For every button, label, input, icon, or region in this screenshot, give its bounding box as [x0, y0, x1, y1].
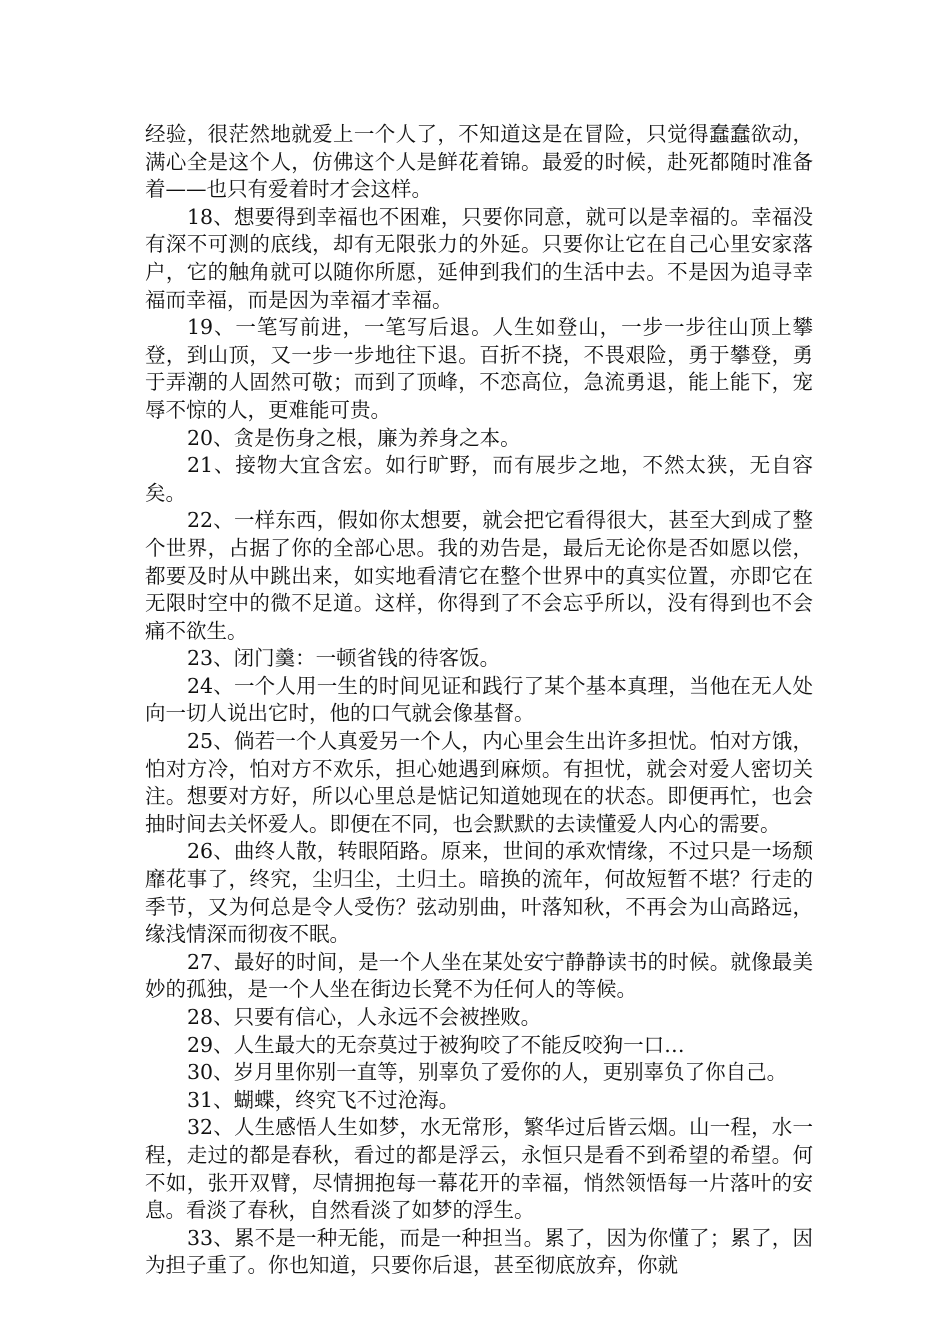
paragraph-continued: 经验，很茫然地就爱上一个人了，不知道这是在冒险，只觉得蠢蠢欲动，满心全是这个人，仿佛这个人是鲜花着锦。最爱的时候，赴死都随时准备着——也只有爱着时才会这样。 — [145, 122, 813, 202]
paragraph-21: 21、接物大宜含宏。如行旷野，而有展步之地，不然太狭，无自容矣。 — [145, 453, 813, 505]
paragraph-32: 32、人生感悟人生如梦，水无常形，繁华过后皆云烟。山一程，水一程，走过的都是春秋，看过的都是浮云，永恒只是看不到希望的希望。何不如，张开双臂，尽情拥抱每一幕花开的幸福，悄然领悟每一片落叶的安息。看淡了春秋，自然看淡了如梦的浮生。 — [145, 1115, 813, 1223]
paragraph-18: 18、想要得到幸福也不困难，只要你同意，就可以是幸福的。幸福没有深不可测的底线，却有无限张力的外延。只要你让它在自己心里安家落户，它的触角就可以随你所愿，延伸到我们的生活中去。不是因为追寻幸福而幸福，而是因为幸福才幸福。 — [145, 204, 813, 312]
paragraph-30: 30、岁月里你别一直等，别辜负了爱你的人，更别辜负了你自己。 — [187, 1060, 788, 1085]
paragraph-31: 31、蝴蝶，终究飞不过沧海。 — [187, 1087, 460, 1112]
paragraph-24: 24、一个人用一生的时间见证和践行了某个基本真理，当他在无人处向一切人说出它时，他的口气就会像基督。 — [145, 673, 813, 726]
paragraph-33: 33、累不是一种无能，而是一种担当。累了，因为你懂了；累了，因为担子重了。你也知道，只要你后退，甚至彻底放弃，你就 — [145, 1225, 813, 1278]
paragraph-20: 20、贪是伤身之根，廉为养身之本。 — [187, 425, 521, 450]
paragraph-25: 25、倘若一个人真爱另一个人，内心里会生出许多担忧。怕对方饿，怕对方冷，怕对方不欢乐，担心她遇到麻烦。有担忧，就会对爱人密切关注。想要对方好，所以心里总是惦记知道她现在的状态。即便再忙，也会抽时间去关怀爱人。即便在不同，也会默默的去读懂爱人内心的需要。 — [145, 729, 813, 836]
paragraph-29: 29、人生最大的无奈莫过于被狗咬了不能反咬狗一口… — [187, 1032, 685, 1057]
paragraph-23: 23、闭门羹：一顿省钱的待客饭。 — [187, 646, 501, 671]
body-text — [145, 121, 813, 1280]
paragraph-27: 27、最好的时间，是一个人坐在某处安宁静静读书的时候。就像最美妙的孤独，是一个人坐在街边长凳不为任何人的等候。 — [145, 949, 813, 1002]
paragraph-19: 19、一笔写前进，一笔写后退。人生如登山，一步一步往山顶上攀登，到山顶，又一步一步地往下退。百折不挠，不畏艰险，勇于攀登，勇于弄潮的人固然可敬；而到了顶峰，不恋高位，急流勇退，能上能下，宠辱不惊的人，更难能可贵。 — [145, 315, 813, 422]
paragraph-26: 26、曲终人散，转眼陌路。原来，世间的承欢情缘，不过只是一场颓靡花事了，终究，尘归尘，土归土。暗换的流年，何故短暂不堪？行走的季节，又为何总是令人受伤？弦动别曲，叶落知秋，不再会为山高路远，缘浅情深而彻夜不眠。 — [145, 839, 813, 947]
paragraph-28: 28、只要有信心，人永远不会被挫败。 — [187, 1005, 542, 1029]
paragraph-22: 22、一样东西，假如你太想要，就会把它看得很大，甚至大到成了整个世界，占据了你的全部心思。我的劝告是，最后无论你是否如愿以偿，都要及时从中跳出来，如实地看清它在整个世界中的真实位置，亦即它在无限时空中的微不足道。这样，你得到了不会忘乎所以，没有得到也不会痛不欲生。 — [145, 508, 813, 643]
